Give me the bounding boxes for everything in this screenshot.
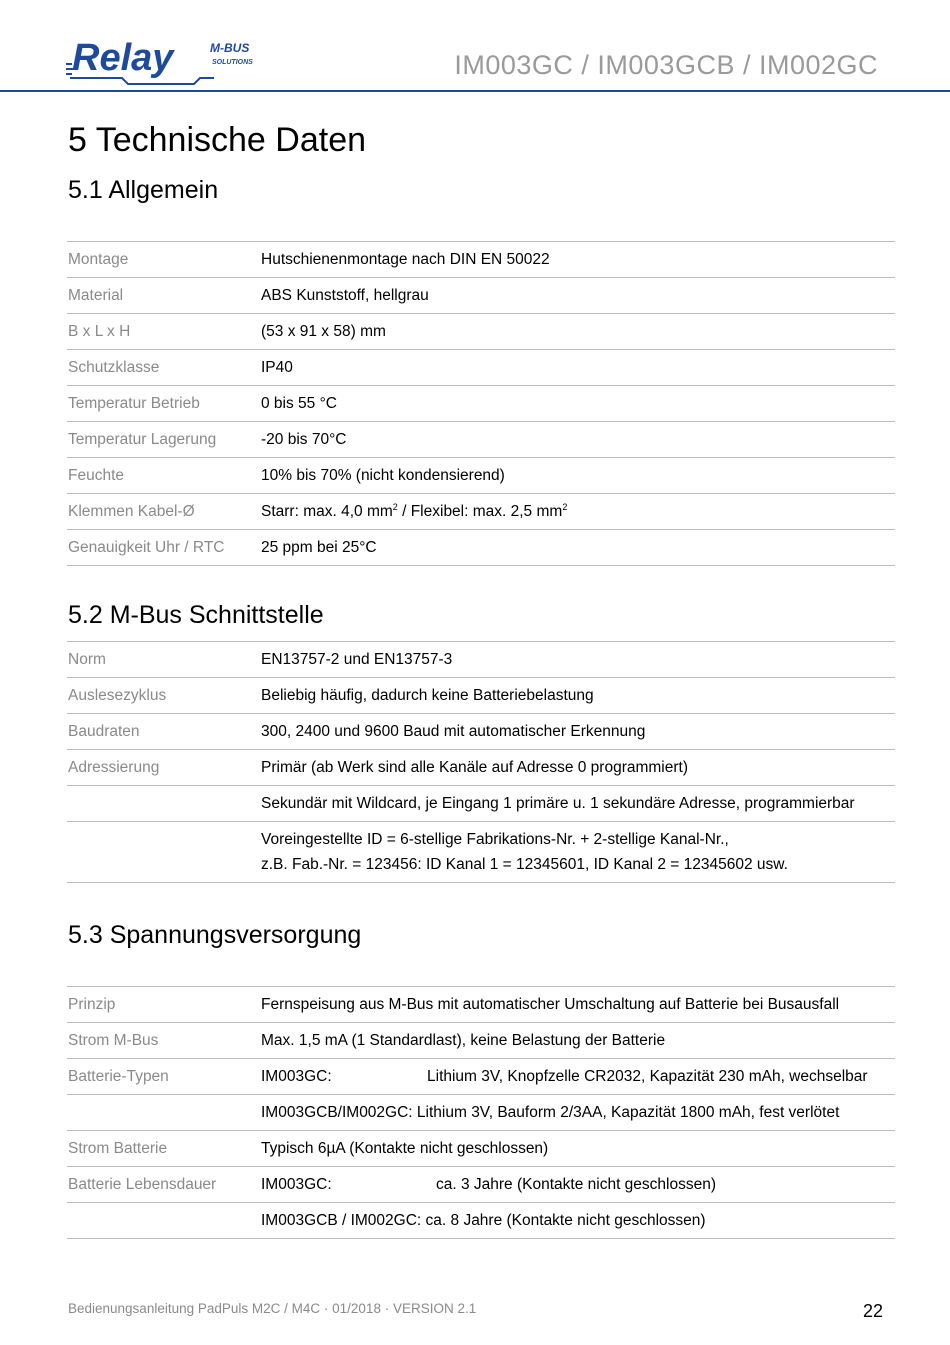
table-row <box>67 350 895 386</box>
row-value: Max. 1,5 mA (1 Standardlast), keine Belastung der Batterie <box>261 1032 666 1049</box>
battery-model: IM003GC: <box>261 1176 332 1193</box>
superscript: 2 <box>562 502 568 512</box>
spec-table-mbus <box>67 641 895 883</box>
table-row <box>67 1095 895 1131</box>
spec-table-power <box>67 986 895 1239</box>
row-value: 0 bis 55 °C <box>261 395 337 412</box>
row-label: Prinzip <box>68 995 116 1013</box>
row-value: IM003GCB / IM002GC: ca. 8 Jahre (Kontakte nicht geschlossen) <box>261 1212 706 1229</box>
table-row <box>67 494 895 530</box>
value-part-rigid: Starr: max. 4,0 mm <box>261 503 393 520</box>
value-part-flexible: / Flexibel: max. 2,5 mm <box>397 503 563 520</box>
row-value: IP40 <box>261 359 293 376</box>
row-value <box>261 827 895 877</box>
table-row <box>67 822 895 883</box>
table-row <box>67 386 895 422</box>
table-row <box>67 642 895 678</box>
row-value: Primär (ab Werk sind alle Kanäle auf Adresse 0 programmiert) <box>261 759 688 776</box>
row-label: Temperatur Betrieb <box>68 394 200 412</box>
row-label: Strom M-Bus <box>68 1031 159 1049</box>
superscript: 2 <box>392 502 398 512</box>
table-row <box>67 422 895 458</box>
row-value: EN13757-2 und EN13757-3 <box>261 651 453 668</box>
table-row <box>67 1203 895 1239</box>
table-row <box>67 1059 895 1095</box>
value-line: z.B. Fab.-Nr. = 123456: ID Kanal 1 = 12345601, ID Kanal 2 = 12345602 usw. <box>261 856 788 873</box>
lifetime-description: ca. 3 Jahre (Kontakte nicht geschlossen) <box>436 1176 717 1193</box>
value-line: Voreingestellte ID = 6-stellige Fabrikations-Nr. + 2-stellige Kanal-Nr., <box>261 831 729 848</box>
row-label: Montage <box>68 250 129 268</box>
row-label: Schutzklasse <box>68 358 160 376</box>
row-label: Klemmen Kabel-Ø <box>68 502 195 520</box>
section-heading-mbus: 5.2 M-Bus Schnittstelle <box>68 601 324 629</box>
row-value: -20 bis 70°C <box>261 431 347 448</box>
row-value: Beliebig häufig, dadurch keine Batteriebelastung <box>261 687 594 704</box>
logo-subtitle-bottom: SOLUTIONS <box>212 59 253 66</box>
row-label: Batterie-Typen <box>68 1067 169 1085</box>
section-heading-allgemein: 5.1 Allgemein <box>68 176 219 204</box>
table-row <box>67 1131 895 1167</box>
row-value <box>261 499 895 524</box>
table-row <box>67 987 895 1023</box>
row-value: (53 x 91 x 58) mm <box>261 323 386 340</box>
table-row <box>67 714 895 750</box>
row-label: Genauigkeit Uhr / RTC <box>68 538 225 556</box>
relay-logo <box>64 34 254 86</box>
table-row <box>67 678 895 714</box>
row-label: Adressierung <box>68 758 160 776</box>
table-row <box>67 458 895 494</box>
row-value <box>261 1172 895 1197</box>
logo-subtitle-top: M-BUS <box>210 41 250 55</box>
spec-table-allgemein <box>67 241 895 566</box>
table-row <box>67 1023 895 1059</box>
row-label: Feuchte <box>68 466 125 484</box>
row-label: Baudraten <box>68 722 140 740</box>
row-value: Fernspeisung aus M-Bus mit automatischer Umschaltung auf Batterie bei Busausfall <box>261 996 840 1013</box>
page-header <box>0 0 950 92</box>
row-value: 300, 2400 und 9600 Baud mit automatischer Erkennung <box>261 723 646 740</box>
row-label: Norm <box>68 650 106 668</box>
battery-description: Lithium 3V, Knopfzelle CR2032, Kapazität 230 mAh, wechselbar <box>427 1068 868 1085</box>
row-value: Typisch 6µA (Kontakte nicht geschlossen) <box>261 1140 549 1157</box>
row-label: B x L x H <box>68 322 131 340</box>
battery-model: IM003GC: <box>261 1068 332 1085</box>
row-value: 25 ppm bei 25°C <box>261 539 377 556</box>
table-row <box>67 242 895 278</box>
table-row <box>67 1167 895 1203</box>
row-label: Batterie Lebensdauer <box>68 1175 217 1193</box>
row-value: Sekundär mit Wildcard, je Eingang 1 primäre u. 1 sekundäre Adresse, programmierbar <box>261 795 855 812</box>
chapter-heading: 5 Technische Daten <box>68 121 367 159</box>
document-model-title: IM003GC / IM003GCB / IM002GC <box>454 50 878 80</box>
row-value: IM003GCB/IM002GC: Lithium 3V, Bauform 2/3AA, Kapazität 1800 mAh, fest verlötet <box>261 1104 840 1121</box>
row-label: Auslesezyklus <box>68 686 167 704</box>
table-row <box>67 530 895 566</box>
logo-wordmark: Relay <box>72 37 174 79</box>
row-value: 10% bis 70% (nicht kondensierend) <box>261 467 505 484</box>
footer-document-info: Bedienungsanleitung PadPuls M2C / M4C · 01/2018 · VERSION 2.1 <box>68 1301 477 1316</box>
section-heading-spannungsversorgung: 5.3 Spannungsversorgung <box>68 921 362 949</box>
page-number: 22 <box>862 1301 883 1321</box>
row-value <box>261 1064 895 1089</box>
table-row <box>67 786 895 822</box>
row-value: Hutschienenmontage nach DIN EN 50022 <box>261 251 550 268</box>
table-row <box>67 314 895 350</box>
row-value: ABS Kunststoff, hellgrau <box>261 287 429 304</box>
table-row <box>67 750 895 786</box>
header-divider <box>0 90 950 92</box>
table-row <box>67 278 895 314</box>
row-label: Strom Batterie <box>68 1139 168 1157</box>
row-label: Temperatur Lagerung <box>68 430 217 448</box>
row-label: Material <box>68 286 124 304</box>
